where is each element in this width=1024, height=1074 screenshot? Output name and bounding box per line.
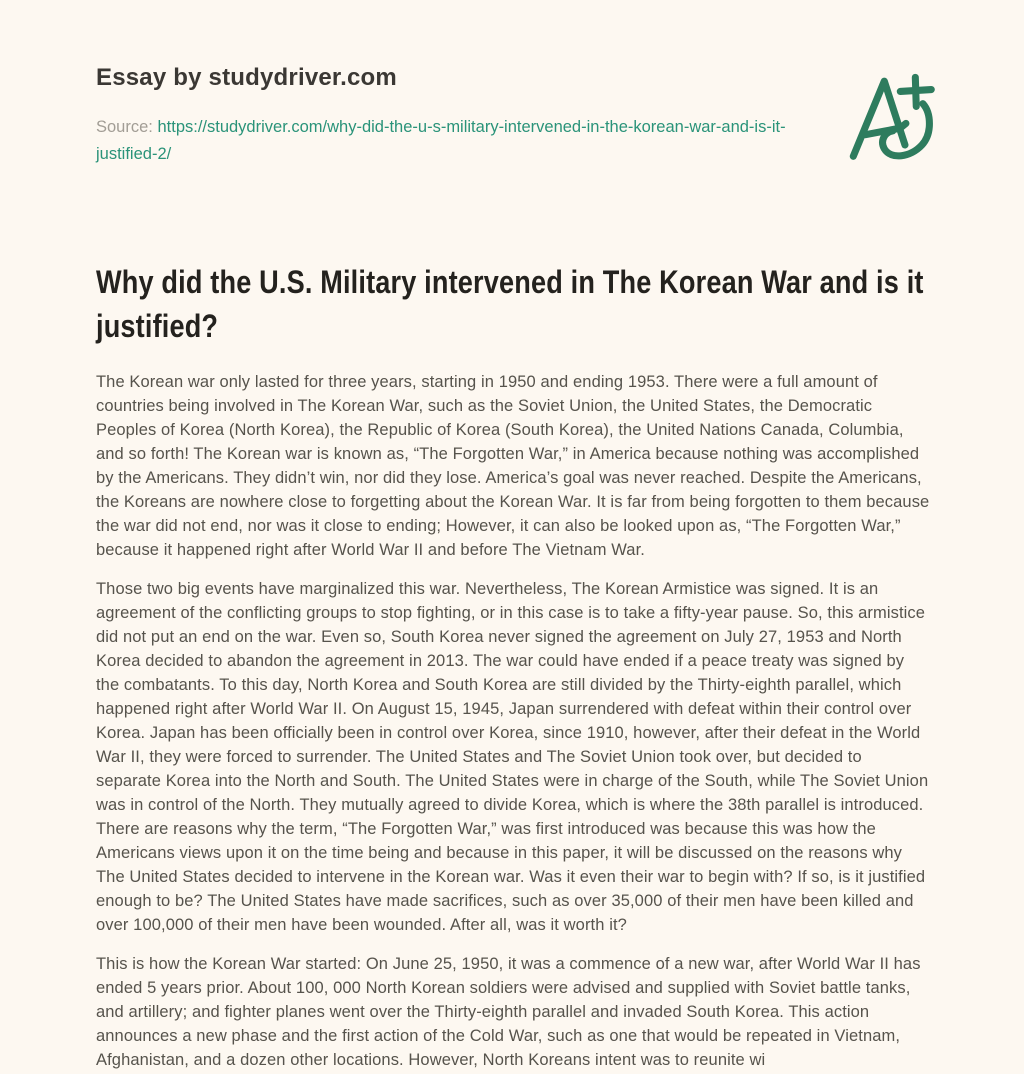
site-heading: Essay by studydriver.com [96, 64, 397, 91]
source-label: Source: [96, 118, 153, 136]
essay-body [96, 370, 930, 1072]
essay-paragraph-1: The Korean war only lasted for three years, starting in 1950 and ending 1953. There were a full amount of countries being involved in The Korean War, such as the Soviet Union, the United States, the Democratic Peoples of Korea (North Korea), the Republic of Korea (South Korea), the United Nations Canada, Columbia, and so forth! The Korean war is known as, “The Forgotten War,” in America because nothing was accomplished by the Americans. They didn’t win, nor did they lose. America’s goal was never reached. Despite the Americans, the Koreans are nowhere close to forgetting about the Korean War. It is far from being forgotten to them because the war did not end, nor was it close to ending; However, it can also be looked upon as, “The Forgotten War,” because it happened right after World War II and before The Vietnam War. [96, 373, 930, 559]
essay-title [96, 260, 930, 348]
header-text-block [96, 56, 796, 168]
header [96, 56, 930, 168]
essay-paragraph-2: Those two big events have marginalized this war. Nevertheless, The Korean Armistice was signed. It is an agreement of the conflicting groups to stop fighting, or in this case is to take a fifty-year pause. So, this armistice did not put an end on the war. Even so, South Korea never signed the agreement on July 27, 1953 and North Korea decided to abandon the agreement in 2013. The war could have ended if a peace treaty was signed by the combatants. To this day, North Korea and South Korea are still divided by the Thirty-eighth parallel, which happened right after World War II. On August 15, 1945, Japan surrendered with defeat within their control over Korea. Japan has been officially been in control over Korea, since 1910, however, after their defeat in the World War II, they were forced to surrender. The United States and The Soviet Union took over, but decided to separate Korea into the North and South. The United States were in charge of the South, while The Soviet Union was in control of the North. They mutually agreed to divide Korea, which is where the 38th parallel is introduced. There are reasons why the term, “The Forgotten War,” was first introduced was because this was how the Americans views upon it on the time being and because in this paper, it will be discussed on the reasons why The United States decided to intervene in the Korean war. Was it even their war to begin with? If so, is it justified enough to be? The United States have made sacrifices, such as over 35,000 of their men have been killed and over 100,000 of their men have been wounded. After all, was it worth it? [96, 580, 929, 934]
studydriver-logo [842, 66, 936, 167]
source-line [96, 114, 796, 168]
source-link[interactable]: https://studydriver.com/why-did-the-u-s-military-intervened-in-the-korean-war-and-is-it-justified-2/ [96, 118, 786, 163]
essay-paragraph-3: This is how the Korean War started: On June 25, 1950, it was a commence of a new war, after World War II has ended 5 years prior. About 100, 000 North Korean soldiers were advised and supplied with Soviet battle tanks, and artillery; and fighter planes went over the Thirty-eighth parallel and invaded South Korea. This action announces a new phase and the first action of the Cold War, such as one that would be repeated in Vietnam, Afghanistan, and a dozen other locations. However, North Koreans intent was to reunite wi [96, 955, 921, 1069]
essay-title-text: Why did the U.S. Military intervened in The Korean War and is it justified? [96, 264, 924, 344]
a-plus-icon [842, 66, 936, 162]
